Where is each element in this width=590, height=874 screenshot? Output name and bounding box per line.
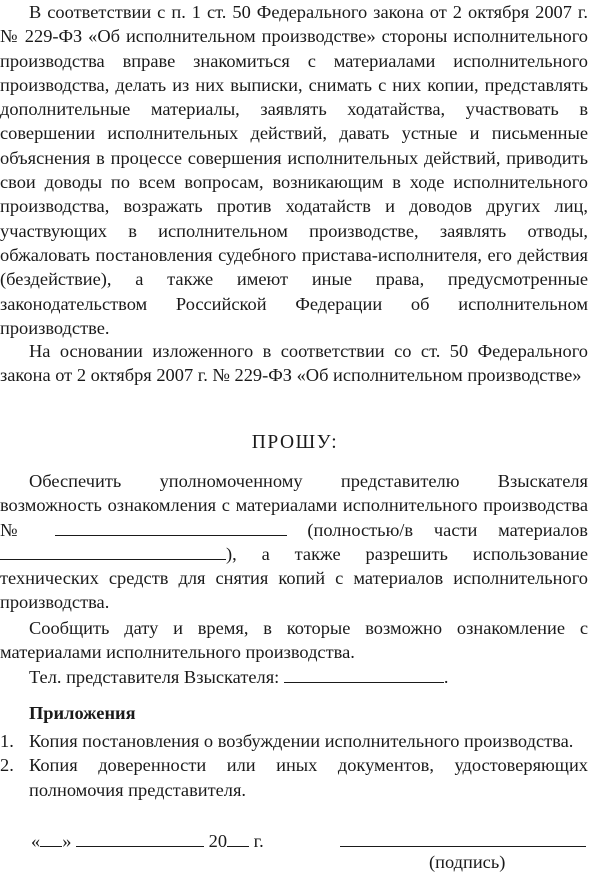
day-blank[interactable] <box>40 829 62 847</box>
attachments-heading: Приложения <box>29 703 136 723</box>
quote-open: « <box>31 831 41 851</box>
case-number-blank[interactable] <box>55 518 287 536</box>
request-text-part1: Обеспечить уполномоченному представителю Взыскателя возможность ознакомления с материалами исполнительного производства № <box>0 471 588 540</box>
paragraph-basis: На основании изложенного в соответствии со ст. 50 Федерального закона от 2 октября 2007 г. № 229-ФЗ «Об исполнительном производстве» <box>0 341 588 386</box>
phone-end: . <box>443 667 449 687</box>
materials-blank[interactable] <box>0 542 226 560</box>
phone-blank[interactable] <box>284 665 444 683</box>
list-item <box>0 729 588 753</box>
paragraph-request <box>0 469 588 615</box>
year-blank[interactable] <box>227 829 249 847</box>
year-suffix: г. <box>253 831 264 851</box>
list-item-number: 1. <box>0 731 14 751</box>
year-prefix: 20 <box>208 831 228 851</box>
month-blank[interactable] <box>76 829 204 847</box>
request-title: ПРОШУ: <box>251 432 339 453</box>
phone-line <box>29 665 589 689</box>
request-text-part3: ), а также разрешить использование технических средств для снятия копий с материалов исполнительного производства. <box>0 543 588 613</box>
paragraph-date-request: Сообщить дату и время, в которые возможно ознакомление с материалами исполнительного производства. <box>0 618 588 663</box>
signature-blank[interactable] <box>340 829 586 847</box>
phone-label: Тел. представителя Взыскателя: <box>29 667 280 687</box>
attachments-list <box>0 729 588 802</box>
request-text-part2: (полностью/в части материалов <box>307 519 588 540</box>
list-item-text: Копия доверенности или иных документов, удостоверяющих полномочия представителя. <box>29 755 588 800</box>
list-item <box>0 753 588 802</box>
list-item-number: 2. <box>0 755 14 776</box>
date-line <box>31 829 264 853</box>
quote-close: » <box>62 831 72 851</box>
signature-caption: (подпись) <box>429 852 506 872</box>
list-item-text: Копия постановления о возбуждении исполнительного производства. <box>29 731 574 751</box>
paragraph-rights: В соответствии с п. 1 ст. 50 Федерального закона от 2 октября 2007 г. № 229-ФЗ «Об исполнительном производстве» стороны исполнительного производства вправе знакомиться с материалами исполнительного производства, делать из них выписки, снимать с них копии, представлять дополнительные материалы, заявлять ходатайства, участвовать в совершении исполнительных действий, давать устные и письменные объяснения в процессе совершения исполнительных действий, приводить свои доводы по всем вопросам, возникающим в ходе исполнительного производства, возражать против ходатайств и доводов других лиц, участвующих в исполнительном производстве, заявлять отводы, обжаловать постановления судебного пристава-исполнителя, его действия (бездействие), а также имеют иные права, предусмотренные законодательством Российской Федерации об исполнительном производстве. <box>0 2 588 338</box>
